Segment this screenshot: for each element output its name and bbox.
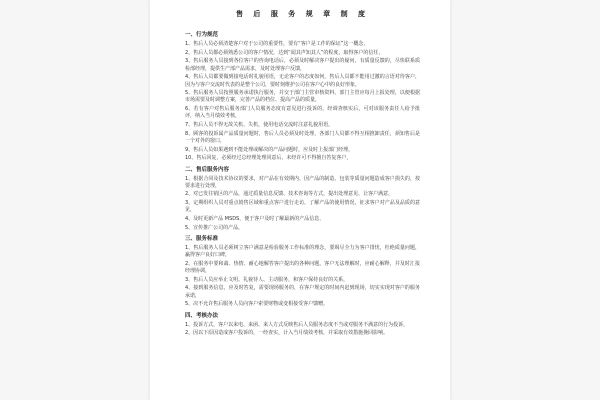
document-paragraph: 1、投诉方式，客户以来电、来函、来人方式反映售后人员服务态度不当或对服务不满意的行为投诉，	[185, 321, 409, 328]
document-title: 售 后 服 务 规 章 制 度	[235, 10, 370, 18]
section-heading: 二、售后服务内容	[185, 166, 230, 173]
document-paragraph: 8、顾客的投诉属产品质量问题时，售后人员必须及时处理，各部门人员都不得互相推卸责任，须知售后是一个对外的窗口，	[185, 130, 420, 144]
document-paragraph: 10、售后回复，必须经过总经理处理同意后，未经许可不得擅自答复客户，	[185, 155, 352, 162]
document-paragraph: 9、售后人员如果遇到不能处理或解决的产品问题时，应及时上报部门经理，	[185, 146, 354, 153]
document-paragraph: 2、对已发往销区的产品，通过质量信息反馈、技术咨询等方式，提出处理意见，让客户满意，	[185, 191, 394, 198]
document-paragraph: 4、售后人员都要做到接电话时礼貌用语，无论客户的态度如何，售后人员都不能用过激的言语对待客户，因为与客户交流时代表的是整个公司，要时刻维护公司在客户心中的良好形象，	[185, 74, 420, 88]
document-paragraph: 1、售后服务人员必须树立客户满意是检验服务工作标准的理念，要竭尽全力为客户排忧，杜绝质量问题，赢得客户良好口碑，	[185, 244, 420, 259]
document-paragraph: 4、接到服务信息，应及时答复，需要现场服务的，在客户规定的时间内赶到现场，切实实现对客户的服务承诺，	[185, 285, 420, 299]
document-paragraph: 1、售后人员必须清楚客户对于公司的重要性，要有“客户是工作的保证”这一概念，	[185, 41, 369, 47]
document-paragraph: 3、售后人员应举止文明、礼貌待人、主动服务，和客户保持良好的关系，	[185, 276, 349, 283]
section-heading: 三、服务标准	[185, 235, 219, 242]
document-paragraph: 5、售后服务人员按照服务承诺执行服务，并交于部门主管审核资料，部门主管应每月上报处理，以便根据市场需要及时调整方案，完善产品的档位、提高产品的质量，	[185, 90, 420, 104]
document-paragraph: 2、因以下原因造成客户投诉的，一经查实，计入当月绩效考核，并采取有效措施挽回影响。	[185, 330, 389, 337]
document-paragraph: 5、决不允许售后服务人员向客户索要财物或变相接受客户馈赠，	[185, 301, 329, 308]
document-paragraph: 3、售后服务人员接到各位客户的咨询电话后，必须及时解决客户提出的疑问，有质量反馈的，尽快联系质检部经理，提供生产部产品需求，及时处理客户反馈，	[185, 58, 420, 72]
document-paragraph: 6、若有客户对售后服务部门人员服务态度有意见进行投诉的，经调查核实后，可对该服务责任人给予批评，纳入当月绩效考核，	[185, 106, 420, 120]
section-heading: 四、考核办法	[185, 312, 219, 319]
document-paragraph: 7、售后人员不得无故关机、失机，使用电话交流时注意礼貌用语，	[185, 122, 334, 129]
document-paragraph: 1、根据合同及技术协议的要求，对产品在有效期内，因产品的制造、包装等质量问题造成客户损失的，按要求进行处理，	[185, 175, 420, 189]
document-page	[150, 0, 450, 400]
document-paragraph: 5、宣传推广公司的产品，	[185, 224, 244, 231]
document-paragraph: 2、售后人员都必须熟悉公司的客户情况，达到“闻其声知其人”的程度，取得客户的信任，	[185, 49, 384, 56]
document-body	[185, 32, 420, 338]
document-paragraph: 3、定期组织人员对重点销售区域和重点客户进行走访，了解产品的使用情况，征求客户对产品及品质的意见，	[185, 200, 420, 214]
document-paragraph: 2、在服务中要和蔼、热情、耐心地解答客户提出的各种问题，客户无法理解时，应耐心解释，并及时汇报经理协调，	[185, 260, 420, 275]
document-paragraph: 4、及时更新产品 MSDS，便于客户及时了解最新的产品信息，	[185, 216, 325, 223]
section-heading: 一、行为规范	[185, 32, 219, 38]
